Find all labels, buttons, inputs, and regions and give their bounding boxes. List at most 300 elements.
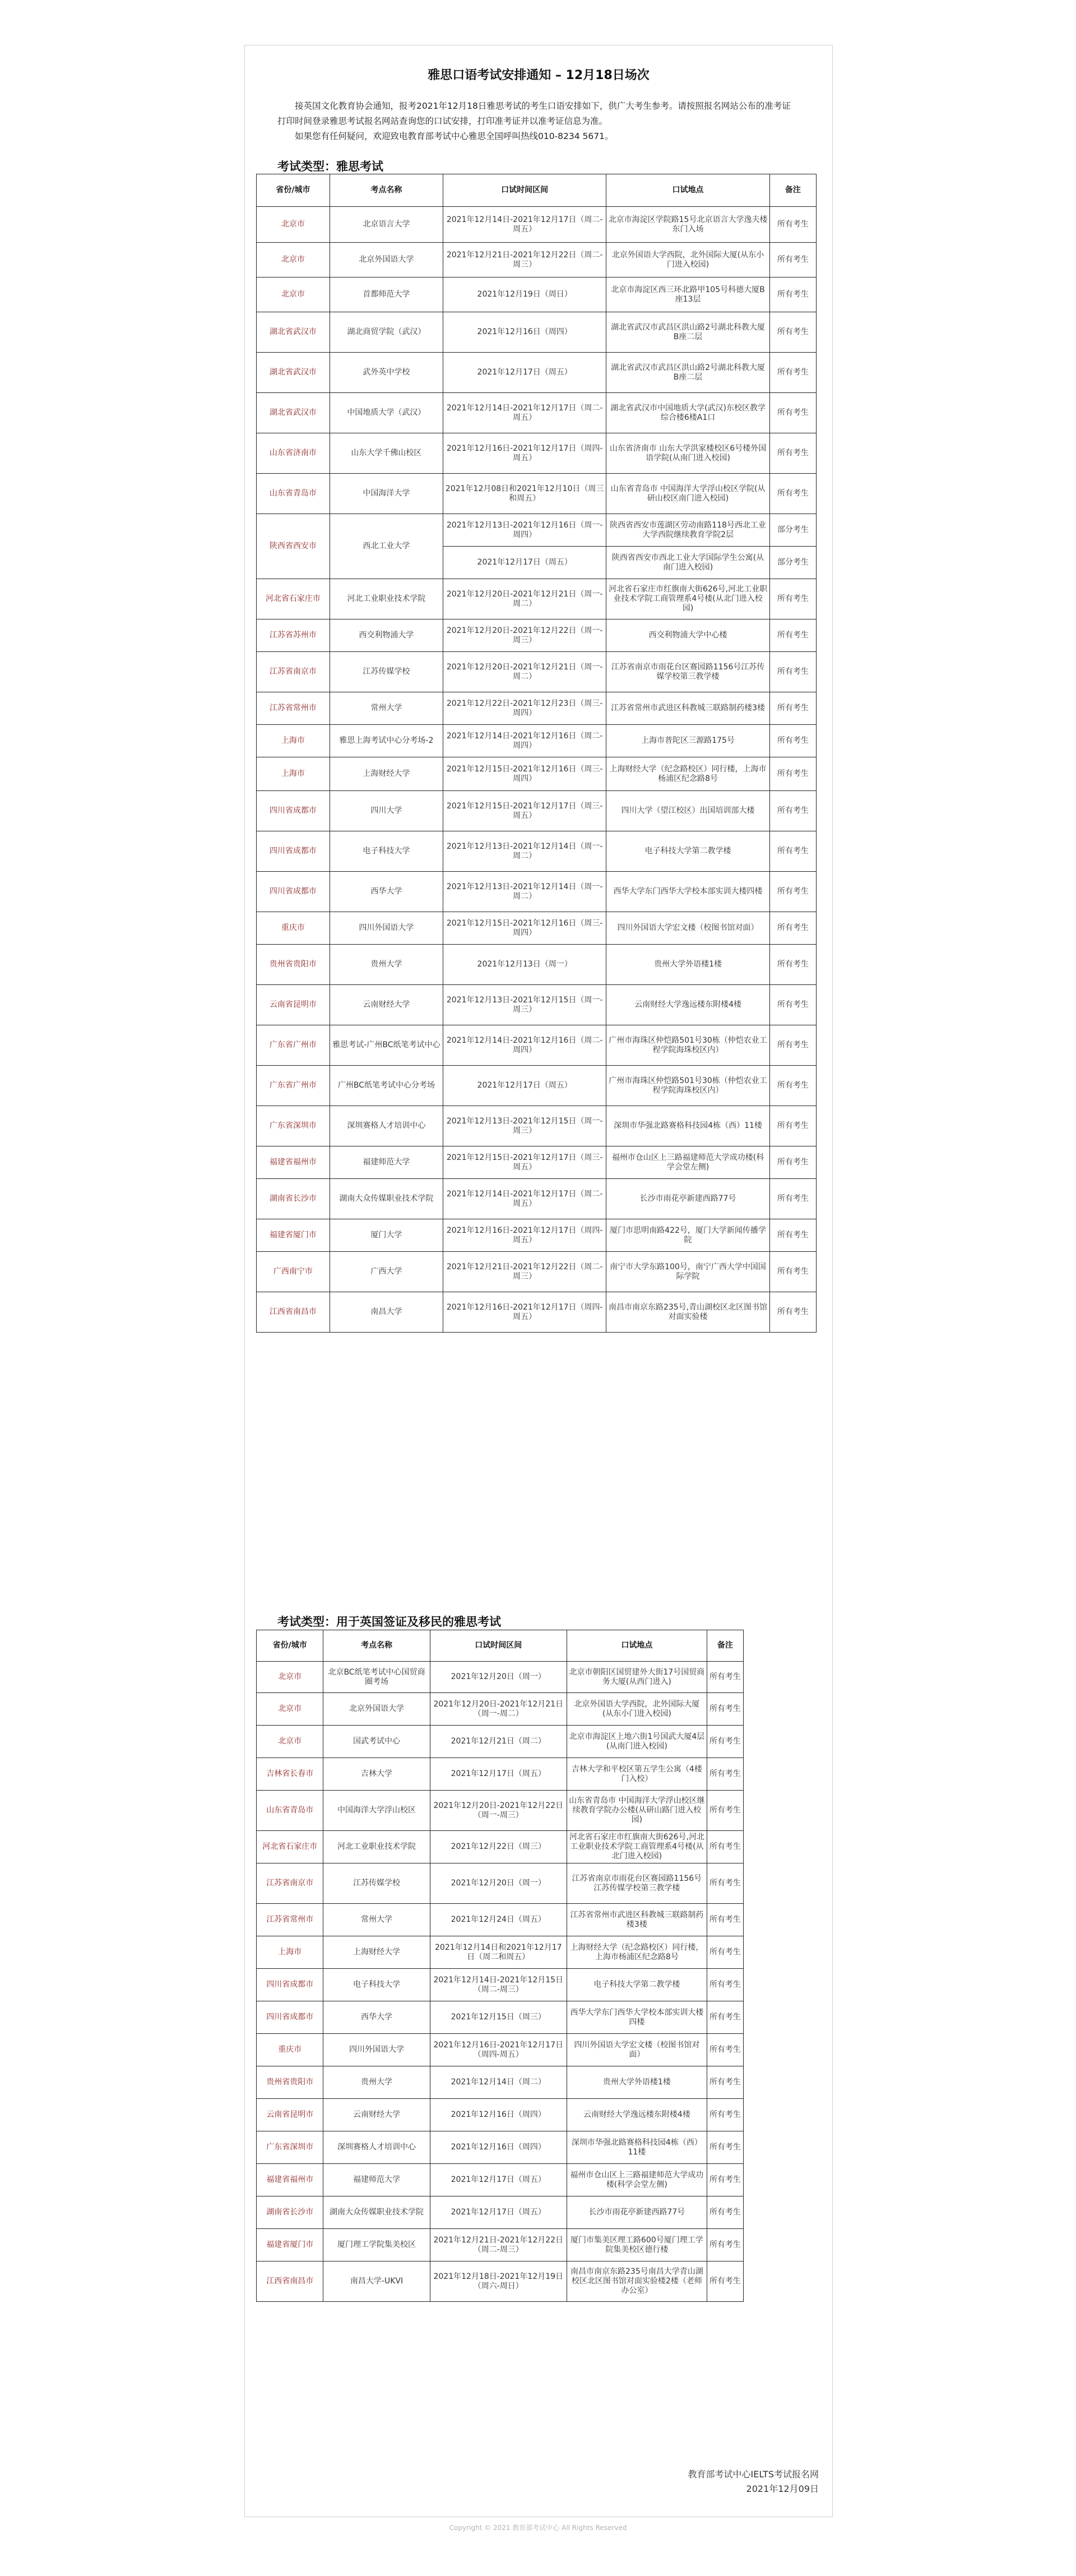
cell-note: 所有考生: [769, 1219, 816, 1252]
header-province: 省份/城市: [257, 1630, 323, 1662]
cell-time: 2021年12月08日和2021年12月10日（周三和周五）: [443, 474, 606, 514]
cell-time: 2021年12月14日-2021年12月15日（周二-周三）: [430, 1969, 567, 2001]
cell-location: 北京市海淀区西三环北路甲105号科德大厦B座13层: [606, 278, 769, 312]
schedule-table-ielts: [256, 174, 817, 1333]
cell-province: 福建省厦门市: [257, 1219, 330, 1252]
cell-province: 四川省成都市: [257, 2001, 323, 2034]
cell-location: 深圳市华强北路赛格科技园4栋（西）11楼: [606, 1106, 769, 1146]
table-row: [257, 725, 817, 757]
cell-note: 所有考生: [769, 433, 816, 474]
cell-province: 贵州省贵阳市: [257, 2066, 323, 2099]
header-location: 口试地点: [606, 174, 769, 207]
cell-note: 所有考生: [707, 1831, 743, 1863]
cell-time: 2021年12月13日-2021年12月15日（周一-周三）: [443, 985, 606, 1025]
table-row: [257, 1662, 744, 1693]
cell-time: 2021年12月21日-2021年12月22日（周二-周三）: [443, 1252, 606, 1292]
table-row: [257, 2131, 744, 2164]
cell-province: 福建省厦门市: [257, 2229, 323, 2261]
cell-time: 2021年12月15日（周三）: [430, 2001, 567, 2034]
cell-province: 四川省成都市: [257, 872, 330, 912]
cell-location: 长沙市雨花亭新建西路77号: [567, 2196, 707, 2229]
cell-time: 2021年12月16日-2021年12月17日（周四-周五）: [430, 2034, 567, 2066]
table-row: [257, 1904, 744, 1936]
cell-location: 厦门市思明南路422号，厦门大学新闻传播学院: [606, 1219, 769, 1252]
cell-note: 所有考生: [769, 791, 816, 831]
cell-venue: 福建师范大学: [323, 2164, 430, 2196]
cell-location: 电子科技大学第二教学楼: [606, 831, 769, 872]
cell-note: 所有考生: [769, 985, 816, 1025]
cell-province: 北京市: [257, 243, 330, 278]
cell-province: 上海市: [257, 1936, 323, 1969]
cell-location: 陕西省西安市西北工业大学国际学生公寓(从南门进入校园): [606, 547, 769, 579]
cell-note: 所有考生: [707, 2131, 743, 2164]
cell-location: 山东省济南市 山东大学洪家楼校区6号楼外国语学院(从南门进入校园): [606, 433, 769, 474]
table-row: [257, 985, 817, 1025]
cell-province: 福建省福州市: [257, 1146, 330, 1179]
cell-note: 所有考生: [707, 2196, 743, 2229]
table-row: [257, 243, 817, 278]
table-row: [257, 1146, 817, 1179]
cell-note: 所有考生: [769, 393, 816, 433]
cell-note: 所有考生: [769, 692, 816, 725]
table-row: [257, 2034, 744, 2066]
cell-note: 所有考生: [769, 757, 816, 791]
cell-venue: 北京BC纸笔考试中心国贸商圈考场: [323, 1662, 430, 1693]
table-row: [257, 1791, 744, 1831]
cell-province: 四川省成都市: [257, 791, 330, 831]
cell-venue: 中国海洋大学浮山校区: [323, 1791, 430, 1831]
cell-note: 所有考生: [769, 312, 816, 353]
cell-province: 湖北省武汉市: [257, 353, 330, 393]
table-row: [257, 1726, 744, 1758]
cell-note: 所有考生: [707, 1904, 743, 1936]
cell-province: 江苏省常州市: [257, 1904, 323, 1936]
table-row: [257, 2229, 744, 2261]
table-row: [257, 1179, 817, 1219]
table-row: [257, 1936, 744, 1969]
cell-venue: 南昌大学-UKVI: [323, 2261, 430, 2302]
header-time: 口试时间区间: [443, 174, 606, 207]
cell-venue: 武外英中学校: [330, 353, 443, 393]
cell-time: 2021年12月20日（周一）: [430, 1662, 567, 1693]
header-location: 口试地点: [567, 1630, 707, 1662]
cell-location: 福州市仓山区上三路福建师范大学成功楼(科学会堂左侧): [606, 1146, 769, 1179]
table-row: [257, 2261, 744, 2302]
cell-time: 2021年12月24日（周五）: [430, 1904, 567, 1936]
table-row: [257, 579, 817, 619]
cell-province: 上海市: [257, 757, 330, 791]
cell-time: 2021年12月18日-2021年12月19日（周六-周日）: [430, 2261, 567, 2302]
cell-location: 西交利物浦大学中心楼: [606, 619, 769, 652]
cell-location: 上海市普陀区三源路175号: [606, 725, 769, 757]
cell-time: 2021年12月16日-2021年12月17日（周四-周五）: [443, 1219, 606, 1252]
footer-source: [688, 2467, 819, 2496]
table-row: [257, 433, 817, 474]
cell-note: 所有考生: [707, 2034, 743, 2066]
cell-venue: 北京外国语大学: [330, 243, 443, 278]
cell-location: 湖北省武汉市武昌区洪山路2号湖北科教大厦B座二层: [606, 353, 769, 393]
intro-paragraph-1: 接英国文化教育协会通知，报考2021年12月18日雅思考试的考生口语安排如下，供广大考生参考。请按照报名网站公布的准考证打印时间登录雅思考试报名网站查询您的口试安排，打印准考证并以准考证信息为准。: [277, 101, 791, 126]
cell-time: 2021年12月21日-2021年12月22日（周二-周三）: [443, 243, 606, 278]
cell-location: 江苏省南京市雨花台区赛园路1156号江苏传媒学校第三教学楼: [606, 652, 769, 692]
cell-location: 吉林大学和平校区第五学生公寓（4楼门入校）: [567, 1758, 707, 1791]
cell-venue: 中国海洋大学: [330, 474, 443, 514]
cell-province: 江西省南昌市: [257, 2261, 323, 2302]
page-title: 雅思口语考试安排通知 – 12月18日场次: [428, 68, 650, 82]
cell-time: 2021年12月13日-2021年12月14日（周一-周二）: [443, 831, 606, 872]
cell-province: 湖南省长沙市: [257, 2196, 323, 2229]
cell-venue: 深圳赛格人才培训中心: [323, 2131, 430, 2164]
cell-location: 厦门市集美区理工路600号厦门理工学院集美校区德行楼: [567, 2229, 707, 2261]
cell-location: 广州市海珠区仲恺路501号30栋（仲恺农业工程学院海珠校区内）: [606, 1025, 769, 1066]
cell-venue: 云南财经大学: [323, 2099, 430, 2131]
cell-note: 所有考生: [707, 2001, 743, 2034]
table-row: [257, 2001, 744, 2034]
cell-province: 四川省成都市: [257, 1969, 323, 2001]
section-title-ukvi: 考试类型：用于英国签证及移民的雅思考试: [277, 1615, 501, 1629]
header-province: 省份/城市: [257, 174, 330, 207]
cell-time: 2021年12月20日-2021年12月21日（周一-周二）: [443, 579, 606, 619]
table-row: [257, 2066, 744, 2099]
cell-province: 云南省昆明市: [257, 985, 330, 1025]
cell-venue: 山东大学千佛山校区: [330, 433, 443, 474]
cell-province: 北京市: [257, 1662, 323, 1693]
table-row: [257, 312, 817, 353]
copyright: Copyright © 2021 教育部考试中心 All Rights Reserved: [449, 2524, 627, 2532]
cell-location: 广州市海珠区仲恺路501号30栋（仲恺农业工程学院海珠校区内）: [606, 1066, 769, 1106]
cell-note: 所有考生: [769, 1146, 816, 1179]
cell-province: 河北省石家庄市: [257, 1831, 323, 1863]
cell-venue: 雅思考试-广州BC纸笔考试中心: [330, 1025, 443, 1066]
cell-note: 所有考生: [769, 945, 816, 985]
cell-location: 云南财经大学逸远楼东附楼4楼: [606, 985, 769, 1025]
cell-venue: 常州大学: [330, 692, 443, 725]
cell-venue: 上海财经大学: [330, 757, 443, 791]
cell-note: 所有考生: [769, 1179, 816, 1219]
intro-paragraph-2: 如果您有任何疑问，欢迎致电教育部考试中心雅思全国呼叫热线010-8234 5671。: [295, 131, 614, 141]
cell-venue: 湖南大众传媒职业技术学院: [323, 2196, 430, 2229]
cell-location: 江苏省南京市雨花台区赛园路1156号江苏传媒学校第三教学楼: [567, 1863, 707, 1904]
cell-province: 四川省成都市: [257, 831, 330, 872]
cell-time: 2021年12月16日（周四）: [430, 2131, 567, 2164]
header-note: 备注: [707, 1630, 743, 1662]
cell-location: 山东省青岛市 中国海洋大学浮山校区学院(从研山校区南门进入校园): [606, 474, 769, 514]
table-row: [257, 1252, 817, 1292]
cell-time: 2021年12月17日（周五）: [443, 547, 606, 579]
cell-province: 贵州省贵阳市: [257, 945, 330, 985]
cell-province: 北京市: [257, 207, 330, 243]
cell-note: 所有考生: [769, 1066, 816, 1106]
cell-location: 贵州大学外语楼1楼: [567, 2066, 707, 2099]
cell-province: 吉林省长春市: [257, 1758, 323, 1791]
cell-location: 江苏省常州市武进区科教城三联路制药楼3楼: [567, 1904, 707, 1936]
cell-location: 北京市海淀区学院路15号北京语言大学逸夫楼东门入场: [606, 207, 769, 243]
intro-text: [277, 99, 799, 144]
cell-location: 北京外国语大学西院，北外国际大厦(从东小门进入校园): [567, 1693, 707, 1726]
cell-venue: 福建师范大学: [330, 1146, 443, 1179]
cell-note: 所有考生: [769, 207, 816, 243]
cell-note: 所有考生: [707, 1936, 743, 1969]
cell-venue: 厦门大学: [330, 1219, 443, 1252]
cell-note: 所有考生: [769, 1025, 816, 1066]
cell-note: 所有考生: [769, 725, 816, 757]
table-row: [257, 1969, 744, 2001]
table-row: [257, 791, 817, 831]
header-venue: 考点名称: [330, 174, 443, 207]
header-venue: 考点名称: [323, 1630, 430, 1662]
cell-note: 所有考生: [769, 243, 816, 278]
cell-location: 北京市朝阳区国贸建外大街17号国贸商务大厦(从西门进入): [567, 1662, 707, 1693]
table-row: [257, 353, 817, 393]
cell-location: 云南财经大学逸远楼东附楼4楼: [567, 2099, 707, 2131]
cell-location: 福州市仓山区上三路福建师范大学成功楼(科学会堂左侧): [567, 2164, 707, 2196]
cell-time: 2021年12月17日（周五）: [430, 2196, 567, 2229]
cell-note: 所有考生: [707, 1758, 743, 1791]
cell-venue: 四川大学: [330, 791, 443, 831]
cell-venue: 云南财经大学: [330, 985, 443, 1025]
cell-province: 河北省石家庄市: [257, 579, 330, 619]
cell-time: 2021年12月21日（周二）: [430, 1726, 567, 1758]
cell-time: 2021年12月13日-2021年12月14日（周一-周二）: [443, 872, 606, 912]
table-row: [257, 1025, 817, 1066]
cell-venue: 江苏传媒学校: [330, 652, 443, 692]
publish-date: 2021年12月09日: [746, 2483, 819, 2494]
cell-province: 山东省青岛市: [257, 1791, 323, 1831]
cell-note: 所有考生: [707, 2099, 743, 2131]
cell-time: 2021年12月16日（周四）: [443, 312, 606, 353]
table-row: [257, 652, 817, 692]
cell-province: 云南省昆明市: [257, 2099, 323, 2131]
table-row: [257, 945, 817, 985]
source-label: 教育部考试中心IELTS考试报名网: [688, 2469, 819, 2480]
cell-note: 所有考生: [769, 1292, 816, 1333]
cell-location: 陕西省西安市莲湖区劳动南路118号西北工业大学西院继续教育学院2层: [606, 514, 769, 547]
cell-venue: 北京语言大学: [330, 207, 443, 243]
cell-venue: 四川外国语大学: [323, 2034, 430, 2066]
cell-time: 2021年12月20日-2021年12月22日（周一-周三）: [430, 1791, 567, 1831]
cell-location: 江苏省常州市武进区科教城三联路制药楼3楼: [606, 692, 769, 725]
cell-province: 广东省广州市: [257, 1066, 330, 1106]
cell-location: 上海财经大学（纪念路校区）同行楼，上海市杨浦区纪念路8号: [567, 1936, 707, 1969]
cell-venue: 西北工业大学: [330, 514, 443, 579]
cell-note: 所有考生: [769, 831, 816, 872]
table-row: [257, 757, 817, 791]
cell-note: 所有考生: [707, 2066, 743, 2099]
cell-venue: 湖南大众传媒职业技术学院: [330, 1179, 443, 1219]
cell-venue: 厦门理工学院集美校区: [323, 2229, 430, 2261]
cell-time: 2021年12月20日（周一）: [430, 1863, 567, 1904]
cell-time: 2021年12月19日（周日）: [443, 278, 606, 312]
cell-province: 广东省深圳市: [257, 1106, 330, 1146]
cell-province: 江苏省南京市: [257, 1863, 323, 1904]
cell-province: 北京市: [257, 1726, 323, 1758]
cell-venue: 湖北商贸学院（武汉）: [330, 312, 443, 353]
cell-location: 贵州大学外语楼1楼: [606, 945, 769, 985]
header-time: 口试时间区间: [430, 1630, 567, 1662]
cell-province: 山东省青岛市: [257, 474, 330, 514]
cell-time: 2021年12月17日（周五）: [430, 2164, 567, 2196]
cell-venue: 西华大学: [330, 872, 443, 912]
table-row: [257, 692, 817, 725]
cell-time: 2021年12月14日-2021年12月16日（周二-周四）: [443, 725, 606, 757]
table-row: [257, 474, 817, 514]
table-row: [257, 2164, 744, 2196]
table-row: [257, 872, 817, 912]
cell-time: 2021年12月17日（周五）: [430, 1758, 567, 1791]
schedule-table-ukvi: [256, 1630, 744, 2302]
cell-time: 2021年12月16日-2021年12月17日（周四-周五）: [443, 1292, 606, 1333]
cell-province: 江西省南昌市: [257, 1292, 330, 1333]
cell-location: 西华大学东门西华大学校本部实训大楼四楼: [606, 872, 769, 912]
cell-location: 河北省石家庄市红旗南大街626号,河北工业职业技术学院工商管理系4号楼(从北门进入校园): [567, 1831, 707, 1863]
cell-venue: 南昌大学: [330, 1292, 443, 1333]
cell-location: 上海财经大学（纪念路校区）同行楼，上海市杨浦区纪念路8号: [606, 757, 769, 791]
cell-note: 部分考生: [769, 547, 816, 579]
cell-note: 所有考生: [707, 1693, 743, 1726]
cell-province: 广东省深圳市: [257, 2131, 323, 2164]
cell-venue: 国武考试中心: [323, 1726, 430, 1758]
table-row: [257, 514, 817, 547]
cell-province: 北京市: [257, 278, 330, 312]
table-row: [257, 1693, 744, 1726]
table-row: [257, 1219, 817, 1252]
table-row: [257, 1831, 744, 1863]
table-row: [257, 619, 817, 652]
cell-time: 2021年12月13日（周一）: [443, 945, 606, 985]
cell-venue: 江苏传媒学校: [323, 1863, 430, 1904]
table-header-row: [257, 174, 817, 207]
cell-note: 所有考生: [769, 1252, 816, 1292]
cell-province: 江苏省常州市: [257, 692, 330, 725]
cell-venue: 西华大学: [323, 2001, 430, 2034]
cell-note: 所有考生: [707, 2164, 743, 2196]
cell-province: 陕西省西安市: [257, 514, 330, 579]
cell-time: 2021年12月21日-2021年12月22日（周二-周三）: [430, 2229, 567, 2261]
cell-province: 湖北省武汉市: [257, 312, 330, 353]
cell-venue: 中国地质大学（武汉）: [330, 393, 443, 433]
cell-location: 湖北省武汉市武昌区洪山路2号湖北科教大厦B座二层: [606, 312, 769, 353]
cell-note: 部分考生: [769, 514, 816, 547]
cell-province: 北京市: [257, 1693, 323, 1726]
cell-venue: 电子科技大学: [323, 1969, 430, 2001]
cell-location: 山东省青岛市 中国海洋大学浮山校区继续教育学院办公楼(从研山路门进入校园): [567, 1791, 707, 1831]
cell-time: 2021年12月14日（周二）: [430, 2066, 567, 2099]
cell-time: 2021年12月22日-2021年12月23日（周三-周四）: [443, 692, 606, 725]
cell-location: 西华大学东门西华大学校本部实训大楼四楼: [567, 2001, 707, 2034]
table-row: [257, 2196, 744, 2229]
cell-location: 南昌市南京东路235号南昌大学青山湖校区北区图书馆对面实验楼2楼（老师办公室）: [567, 2261, 707, 2302]
cell-note: 所有考生: [707, 2261, 743, 2302]
cell-venue: 贵州大学: [323, 2066, 430, 2099]
notice-page: [244, 45, 833, 2517]
cell-venue: 北京外国语大学: [323, 1693, 430, 1726]
cell-venue: 雅思上海考试中心分考场-2: [330, 725, 443, 757]
cell-time: 2021年12月20日-2021年12月21日（周一-周二）: [443, 652, 606, 692]
cell-venue: 常州大学: [323, 1904, 430, 1936]
table-body-ukvi: [257, 1662, 744, 2302]
cell-location: 电子科技大学第二教学楼: [567, 1969, 707, 2001]
cell-location: 北京外国语大学西院，北外国际大厦(从东小门进入校园): [606, 243, 769, 278]
cell-province: 重庆市: [257, 2034, 323, 2066]
cell-note: 所有考生: [769, 1106, 816, 1146]
cell-note: 所有考生: [707, 1863, 743, 1904]
cell-province: 广西南宁市: [257, 1252, 330, 1292]
cell-time: 2021年12月15日-2021年12月17日（周三-周五）: [443, 1146, 606, 1179]
cell-province: 福建省福州市: [257, 2164, 323, 2196]
cell-venue: 广西大学: [330, 1252, 443, 1292]
cell-venue: 电子科技大学: [330, 831, 443, 872]
cell-province: 上海市: [257, 725, 330, 757]
cell-province: 广东省广州市: [257, 1025, 330, 1066]
cell-note: 所有考生: [769, 912, 816, 945]
header-note: 备注: [769, 174, 816, 207]
cell-time: 2021年12月14日和2021年12月17日（周二和周五）: [430, 1936, 567, 1969]
cell-time: 2021年12月14日-2021年12月17日（周二-周五）: [443, 207, 606, 243]
cell-venue: 四川外国语大学: [330, 912, 443, 945]
cell-time: 2021年12月15日-2021年12月16日（周三-周四）: [443, 757, 606, 791]
table-row: [257, 831, 817, 872]
cell-province: 湖南省长沙市: [257, 1179, 330, 1219]
table-row: [257, 207, 817, 243]
cell-note: 所有考生: [769, 474, 816, 514]
cell-location: 南昌市南京东路235号,青山湖校区北区图书馆对面实验楼: [606, 1292, 769, 1333]
cell-location: 河北省石家庄市红旗南大街626号,河北工业职业技术学院工商管理系4号楼(从北门进入校园): [606, 579, 769, 619]
cell-venue: 广州BC纸笔考试中心分考场: [330, 1066, 443, 1106]
cell-time: 2021年12月15日-2021年12月16日（周三-周四）: [443, 912, 606, 945]
cell-time: 2021年12月20日-2021年12月21日（周一-周二）: [430, 1693, 567, 1726]
cell-note: 所有考生: [707, 1726, 743, 1758]
cell-location: 长沙市雨花亭新建西路77号: [606, 1179, 769, 1219]
table-row: [257, 1106, 817, 1146]
cell-time: 2021年12月22日（周三）: [430, 1831, 567, 1863]
cell-time: 2021年12月17日（周五）: [443, 353, 606, 393]
cell-note: 所有考生: [769, 353, 816, 393]
table-row: [257, 1292, 817, 1333]
cell-location: 四川大学（望江校区）出国培训部大楼: [606, 791, 769, 831]
cell-venue: 河北工业职业技术学院: [330, 579, 443, 619]
table-body-ielts: [257, 207, 817, 1333]
cell-location: 南宁市大学东路100号，南宁广西大学中国国际学院: [606, 1252, 769, 1292]
cell-province: 山东省济南市: [257, 433, 330, 474]
section-title-ielts: 考试类型：雅思考试: [277, 160, 383, 173]
cell-note: 所有考生: [769, 619, 816, 652]
cell-province: 湖北省武汉市: [257, 393, 330, 433]
cell-venue: 西交利物浦大学: [330, 619, 443, 652]
cell-location: 四川外国语大学宏文楼（校图书馆对面）: [606, 912, 769, 945]
cell-venue: 首都师范大学: [330, 278, 443, 312]
cell-time: 2021年12月16日-2021年12月17日（周四-周五）: [443, 433, 606, 474]
cell-note: 所有考生: [769, 652, 816, 692]
table-row: [257, 393, 817, 433]
cell-note: 所有考生: [707, 1662, 743, 1693]
cell-venue: 河北工业职业技术学院: [323, 1831, 430, 1863]
cell-time: 2021年12月15日-2021年12月17日（周三-周五）: [443, 791, 606, 831]
table-header-row: [257, 1630, 744, 1662]
table-row: [257, 912, 817, 945]
table-row: [257, 1758, 744, 1791]
cell-venue: 吉林大学: [323, 1758, 430, 1791]
table-row: [257, 1863, 744, 1904]
cell-time: 2021年12月14日-2021年12月17日（周二-周五）: [443, 393, 606, 433]
cell-time: 2021年12月13日-2021年12月15日（周一-周三）: [443, 1106, 606, 1146]
cell-province: 江苏省南京市: [257, 652, 330, 692]
cell-time: 2021年12月13日-2021年12月16日（周一-周四）: [443, 514, 606, 547]
cell-note: 所有考生: [769, 872, 816, 912]
cell-time: 2021年12月17日（周五）: [443, 1066, 606, 1106]
table-row: [257, 1066, 817, 1106]
cell-province: 江苏省苏州市: [257, 619, 330, 652]
cell-time: 2021年12月14日-2021年12月17日（周二-周五）: [443, 1179, 606, 1219]
